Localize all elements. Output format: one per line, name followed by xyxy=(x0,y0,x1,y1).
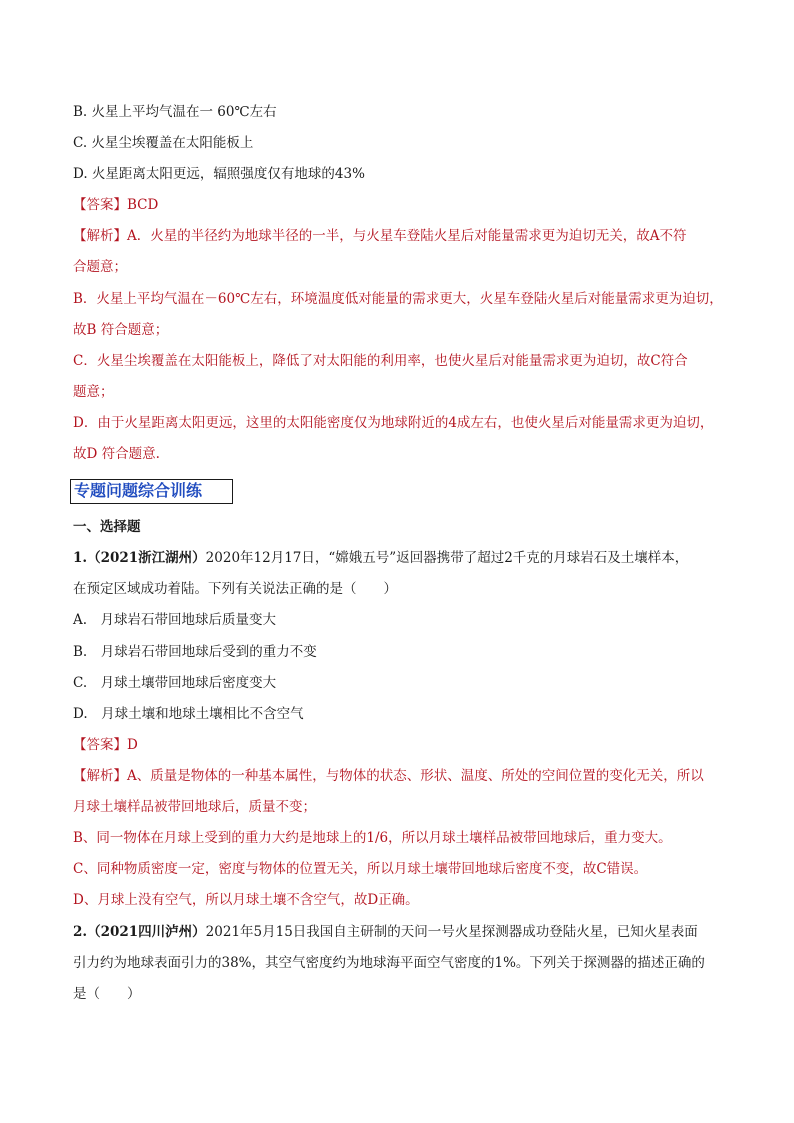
q1-analysis-line: C、同种物质密度一定，密度与物体的位置无关，所以月球土壤带回地球后密度不变，故C错误。 xyxy=(73,861,648,877)
question-number: 1. xyxy=(73,550,88,566)
section-title: 专题问题综合训练 xyxy=(70,479,233,504)
prev-analysis-line: D．由于火星距离太阳更远，这里的太阳能密度仅为地球附近的4成左右，也使火星后对能量需求更为迫切， xyxy=(73,415,714,431)
question-2-stem-end: 是（ ） xyxy=(73,986,141,1002)
prev-option-b: B. 火星上平均气温在一 60℃左右 xyxy=(73,104,277,120)
prev-option-d: D. 火星距离太阳更远，辐照强度仅有地球的43% xyxy=(73,166,365,182)
q1-analysis-line: D、月球上没有空气，所以月球土壤不含空气，故D正确。 xyxy=(73,892,419,908)
q1-analysis-line: B、同一物体在月球上受到的重力大约是地球上的1/6，所以月球土壤样品被带回地球后，重力变大。 xyxy=(73,830,672,846)
question-text: 2021年5月15日我国自主研制的天问一号火星探测器成功登陆火星，已知火星表面 xyxy=(205,924,698,940)
question-text: 2020年12月17日，“嫦娥五号”返回器携带了超过2千克的月球岩石及土壤样本， xyxy=(205,550,689,566)
question-1-stem-cont: 在预定区域成功着陆。下列有关说法正确的是（ ） xyxy=(73,581,397,597)
prev-analysis-line: 合题意； xyxy=(73,259,127,275)
prev-option-c: C. 火星尘埃覆盖在太阳能板上 xyxy=(73,135,254,151)
question-source: （2021四川泸州） xyxy=(87,924,206,940)
q1-option-c: C. 月球土壤带回地球后密度变大 xyxy=(73,675,277,691)
prev-analysis-line: 故D 符合题意. xyxy=(73,446,160,462)
prev-analysis-line: C．火星尘埃覆盖在太阳能板上，降低了对太阳能的利用率，也使火星后对能量需求更为迫切，故C符合 xyxy=(73,353,688,369)
question-1-stem xyxy=(73,549,688,567)
q1-option-a: A. 月球岩石带回地球后质量变大 xyxy=(73,612,277,628)
prev-analysis-line: 【解析】A．火星的半径约为地球半径的一半，与火星车登陆火星后对能量需求更为迫切无关，故A不符 xyxy=(73,228,687,244)
prev-analysis-line: 故B 符合题意； xyxy=(73,322,169,338)
q1-option-d: D. 月球土壤和地球土壤相比不含空气 xyxy=(73,706,304,722)
prev-answer: 【答案】BCD xyxy=(73,197,159,213)
prev-analysis-line: 题意； xyxy=(73,384,114,400)
question-2-stem-cont: 引力约为地球表面引力的38%，其空气密度约为地球海平面空气密度的1%。下列关于探测器的描述正确的 xyxy=(73,955,705,971)
question-2-stem xyxy=(73,923,698,941)
subsection-heading: 一、选择题 xyxy=(73,519,141,535)
q1-option-b: B. 月球岩石带回地球后受到的重力不变 xyxy=(73,644,317,660)
q1-answer: 【答案】D xyxy=(73,737,138,753)
q1-analysis-line: 月球土壤样品被带回地球后，质量不变； xyxy=(73,799,316,815)
prev-analysis-line: B．火星上平均气温在－60℃左右，环境温度低对能量的需求更大，火星车登陆火星后对能量需求更为迫切， xyxy=(73,291,723,307)
q1-analysis-line: 【解析】A、质量是物体的一种基本属性，与物体的状态、形状、温度、所处的空间位置的变化无关，所以 xyxy=(73,768,704,784)
question-source: （2021浙江湖州） xyxy=(87,550,206,566)
question-number: 2. xyxy=(73,924,88,940)
